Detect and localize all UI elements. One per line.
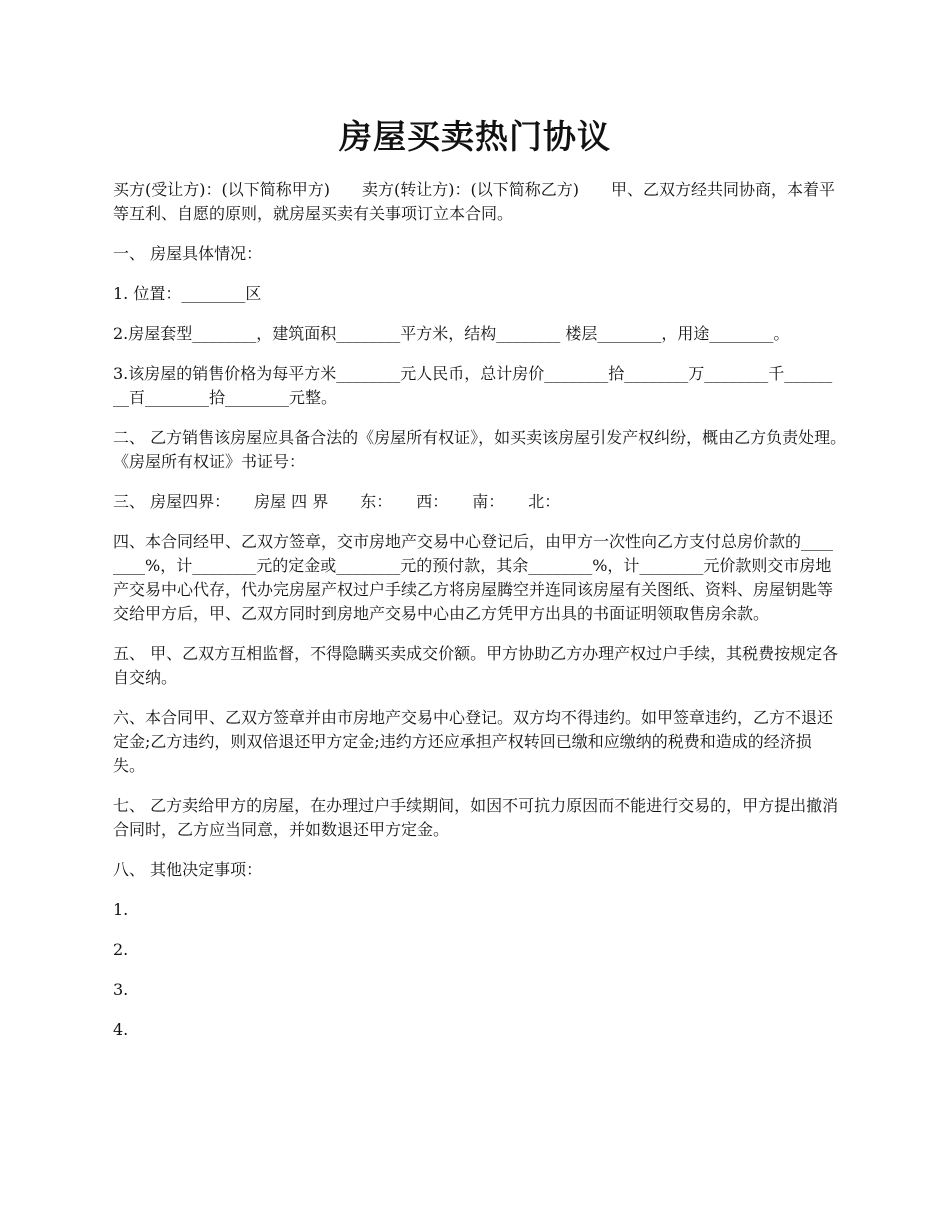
paragraph-intro: 买方(受让方)：(以下简称甲方) 卖方(转让方)：(以下简称乙方) 甲、乙双方经共同协商，本着平等互利、自愿的原则，就房屋买卖有关事项订立本合同。: [113, 180, 835, 223]
paragraph-section-7: 七、 乙方卖给甲方的房屋，在办理过户手续期间，如因不可抗力原因而不能进行交易的，甲方提出撤消合同时，乙方应当同意，并如数退还甲方定金。: [113, 796, 839, 839]
paragraph-section-4: 四、本合同经甲、乙双方签章，交市房地产交易中心登记后，由甲方一次性向乙方支付总房价款的________%，计________元的定金或________元的预付款，其余________%，计________元价款则交市房地产交易中心代存，代办完房屋产权过户手续乙方将房屋腾空并连同该房屋有关图纸、资料、房屋钥匙等交给甲方后，甲、乙双方同时到房地产交易中心由乙方凭甲方出具的书面证明领取售房余款。: [113, 532, 834, 623]
paragraph-section-8-heading: 八、 其他决定事项：: [113, 860, 263, 879]
paragraph-section-6: 六、本合同甲、乙双方签章并由市房地产交易中心登记。双方均不得违约。如甲签章违约，乙方不退还定金;乙方违约，则双倍退还甲方定金;违约方还应承担产权转回已缴和应缴纳的税费和造成的经济损失。: [113, 708, 834, 775]
paragraph-section-3-boundaries: 三、 房屋四界： 房屋 四 界 东： 西： 南： 北：: [113, 492, 561, 511]
document-title: 房屋买卖热门协议: [339, 117, 611, 156]
paragraph-section-5: 五、 甲、乙双方互相监督，不得隐瞒买卖成交价额。甲方协助乙方办理产权过户手续，其税费按规定各自交纳。: [113, 644, 839, 687]
paragraph-price: 3.该房屋的销售价格为每平方米________元人民币，总计房价________拾________万________千________百________拾________元整。: [113, 364, 833, 407]
list-item-1: 1.: [113, 900, 129, 919]
list-item-4: 4.: [113, 1020, 129, 1039]
paragraph-location: 1. 位置：________区: [113, 284, 262, 303]
paragraph-section-2: 二、 乙方销售该房屋应具备合法的《房屋所有权证》，如买卖该房屋引发产权纠纷，概由乙方负责处理。 《房屋所有权证》书证号：: [113, 428, 871, 471]
list-item-2: 2.: [113, 940, 129, 959]
paragraph-section-1-heading: 一、 房屋具体情况：: [113, 244, 263, 263]
list-item-3: 3.: [113, 980, 129, 999]
paragraph-house-type: 2.房屋套型________，建筑面积________平方米，结构________ 楼层________，用途________。: [113, 324, 790, 343]
document-body: [113, 178, 871, 1058]
